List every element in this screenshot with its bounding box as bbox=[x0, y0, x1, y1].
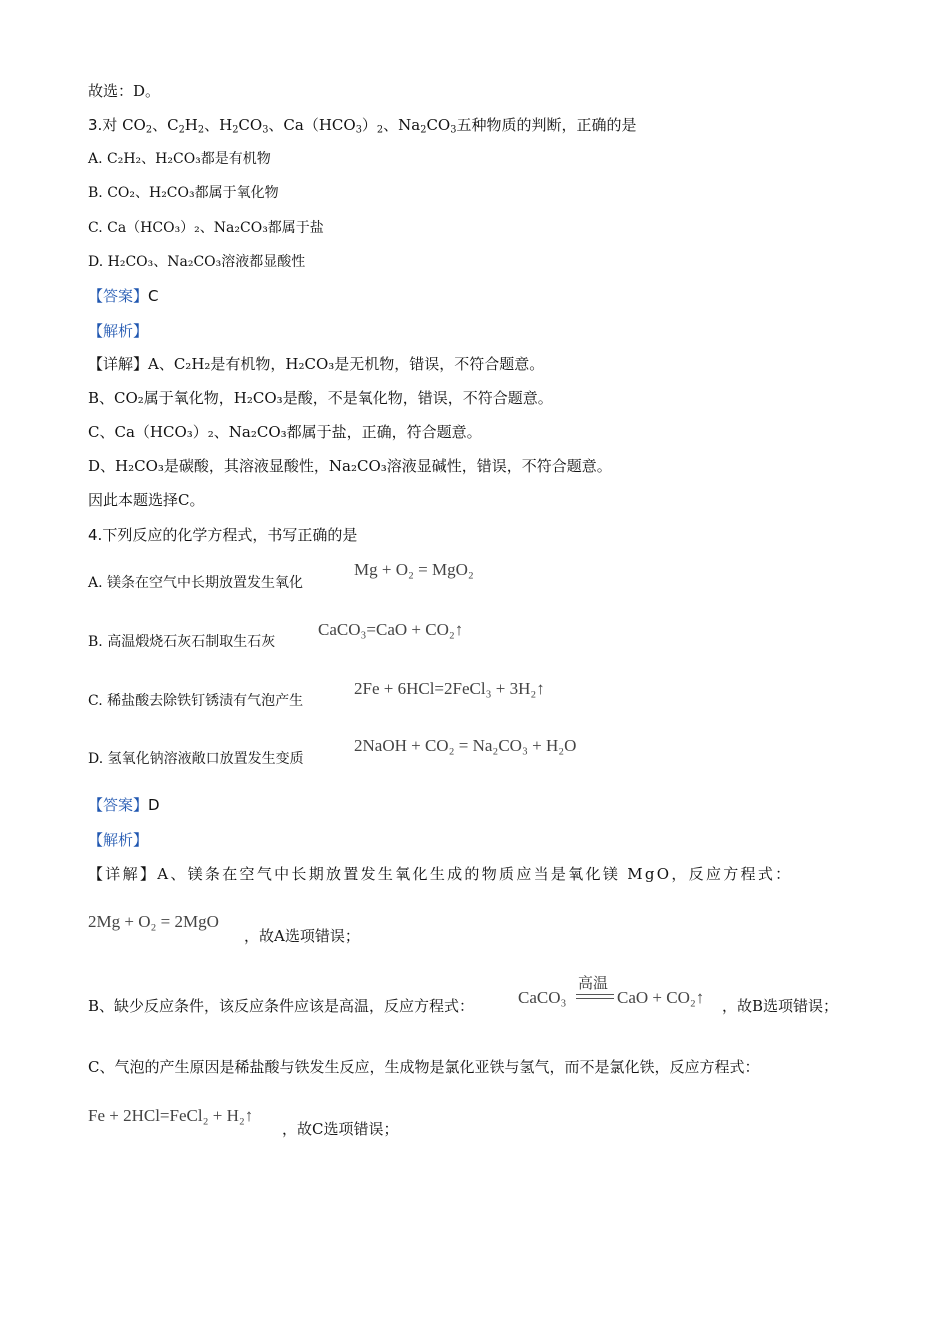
q3-detail-4: D、H₂CO₃是碳酸，其溶液显酸性，Na₂CO₃溶液显碱性，错误，不符合题意。 bbox=[88, 457, 612, 475]
q4-option-c-equation: 2Fe + 6HCl=2FeCl₃ + 3H₂↑ bbox=[354, 679, 545, 698]
q4-option-d-equation: 2NaOH + CO₂ = Na₂CO₃ + H₂O bbox=[354, 736, 577, 755]
q4-option-a-equation: Mg + O₂ = MgO₂ bbox=[354, 560, 474, 579]
q3-number: 3. bbox=[88, 116, 103, 134]
answer-tag: 【答案】 bbox=[88, 796, 149, 814]
previous-conclusion: 故选：D。 bbox=[88, 82, 161, 100]
q4-equation-b-reactant: CaCO₃ bbox=[518, 988, 567, 1007]
q4-answer bbox=[88, 794, 160, 816]
q4-equation-b-note: ，故B选项错误； bbox=[722, 997, 839, 1015]
q4-detail-b: B、缺少反应条件，该反应条件应该是高温，反应方程式： bbox=[88, 997, 475, 1015]
q4-detail-a: 【详解】A、镁条在空气中长期放置发生氧化生成的物质应当是氧化镁 MgO，反应方程式： bbox=[88, 865, 793, 883]
q3-analysis-tag: 【解析】 bbox=[88, 322, 149, 340]
q4-option-d-label: D. 氢氧化钠溶液敞口放置发生变质 bbox=[88, 751, 304, 767]
q3-option-a: A. C₂H₂、H₂CO₃都是有机物 bbox=[88, 151, 271, 167]
q4-analysis-tag: 【解析】 bbox=[88, 831, 149, 849]
answer-value: D bbox=[148, 796, 160, 814]
q3-option-d: D. H₂CO₃、Na₂CO₃溶液都显酸性 bbox=[88, 254, 306, 270]
q4-equation-c: Fe + 2HCl=FeCl₂ + H₂↑ bbox=[88, 1106, 254, 1125]
q3-stem: 3.对 $CO_2$、$C_2H_2$、$H_2CO_3$、$Ca(HCO_3)_2$、$Na_2CO_3$五种物质的判断，正确的是 bbox=[88, 116, 637, 136]
q4-detail-c: C、气泡的产生原因是稀盐酸与铁发生反应，生成物是氯化亚铁与氢气，而不是氯化铁，反应方程式： bbox=[88, 1058, 760, 1076]
q4-equation-b-double-line bbox=[576, 994, 614, 999]
q3-detail-3: C、Ca（HCO₃）₂、Na₂CO₃都属于盐，正确，符合题意。 bbox=[88, 423, 482, 441]
q4-stem: 4.下列反应的化学方程式，书写正确的是 bbox=[88, 526, 358, 544]
q4-equation-b-condition: 高温 bbox=[578, 974, 609, 992]
q4-equation-a-note: ，故A选项错误； bbox=[244, 927, 360, 945]
q4-option-b-equation: CaCO₃=CaO + CO₂↑ bbox=[318, 620, 464, 639]
q4-option-c-label: C. 稀盐酸去除铁钉锈渍有气泡产生 bbox=[88, 693, 304, 709]
q4-option-b-label: B. 高温煅烧石灰石制取生石灰 bbox=[88, 634, 276, 650]
q3-detail-1: 【详解】A、C₂H₂是有机物，H₂CO₃是无机物，错误，不符合题意。 bbox=[88, 355, 545, 373]
q3-detail-2: B、CO₂属于氧化物，H₂CO₃是酸，不是氧化物，错误，不符合题意。 bbox=[88, 389, 553, 407]
q4-equation-a: 2Mg + O₂ = 2MgO bbox=[88, 912, 219, 931]
q4-number: 4. bbox=[88, 526, 103, 544]
answer-value: C bbox=[148, 287, 159, 305]
q3-option-c: C. Ca（HCO₃）₂、Na₂CO₃都属于盐 bbox=[88, 220, 324, 236]
q3-option-b: B. CO₂、H₂CO₃都属于氧化物 bbox=[88, 185, 279, 201]
q4-option-a-label: A. 镁条在空气中长期放置发生氧化 bbox=[88, 575, 304, 591]
q4-equation-b-products: CaO + CO₂↑ bbox=[617, 988, 705, 1007]
q3-conclusion: 因此本题选择C。 bbox=[88, 491, 205, 509]
q4-equation-c-note: ，故C选项错误； bbox=[282, 1120, 399, 1138]
q3-answer bbox=[88, 285, 159, 307]
answer-tag: 【答案】 bbox=[88, 287, 149, 305]
